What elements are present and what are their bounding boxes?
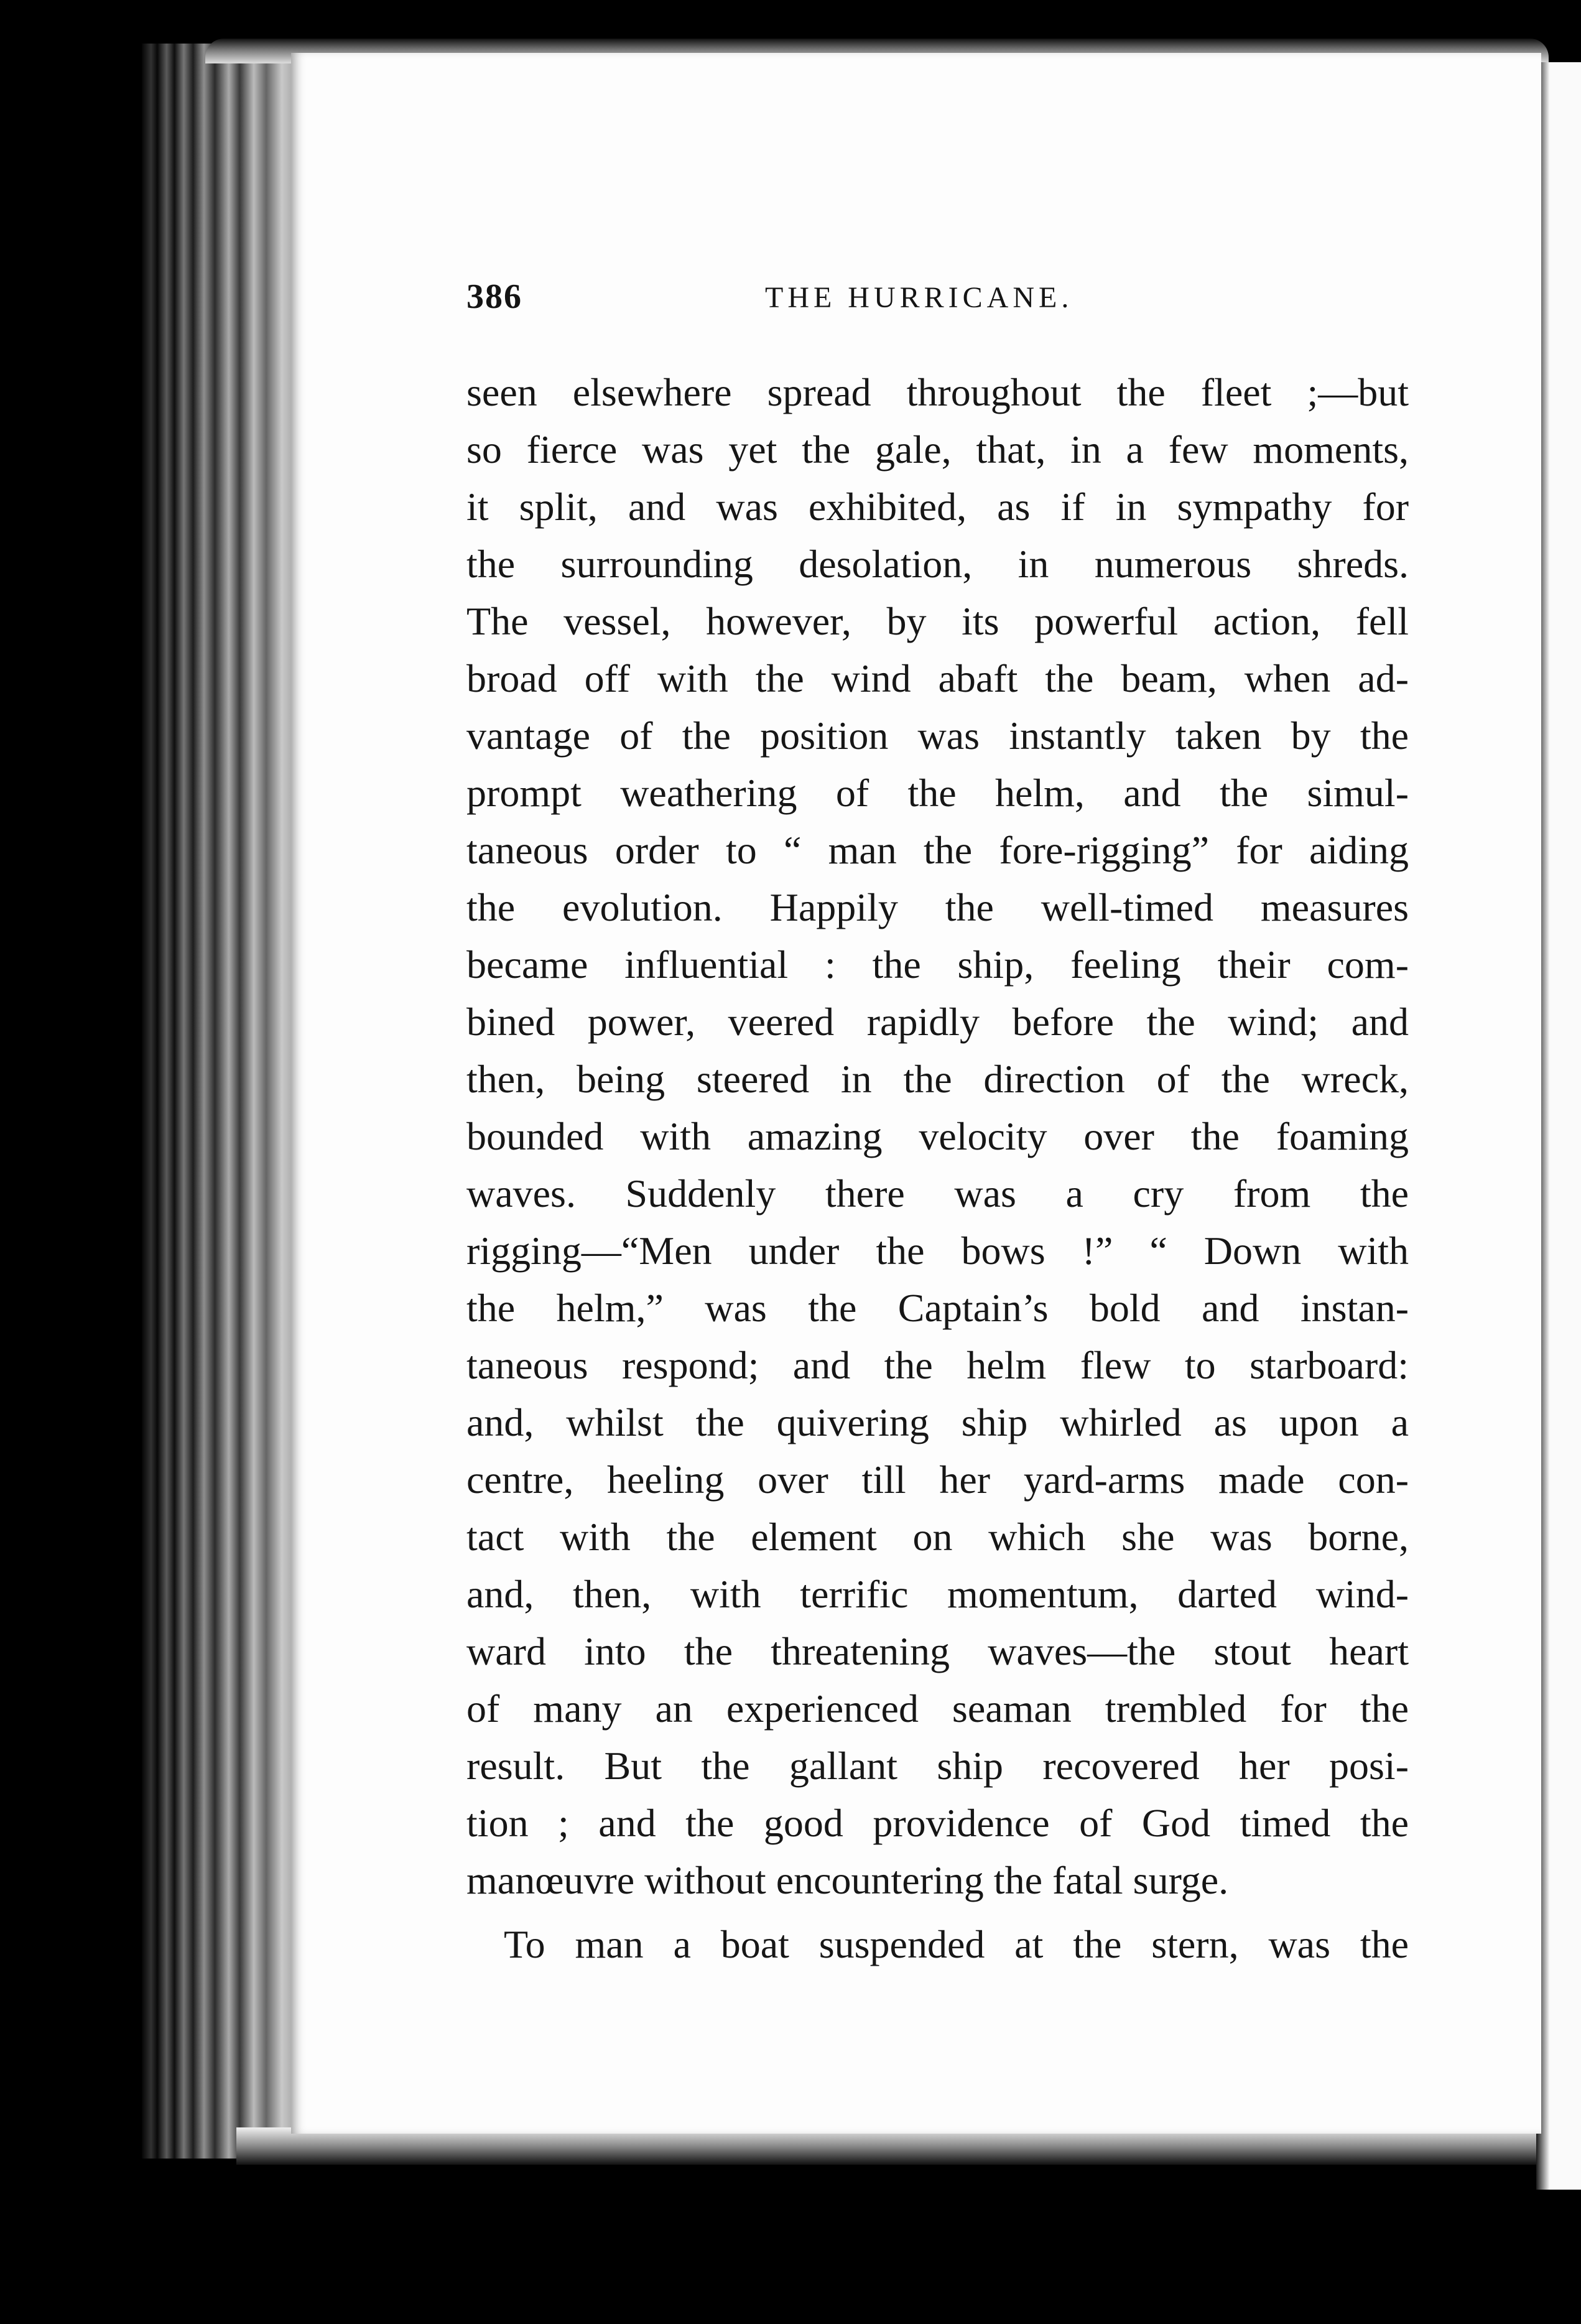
text-line: the surrounding desolation, in numerous shreds.: [466, 542, 1409, 586]
text-line: then, being steered in the direction of the wreck,: [466, 1057, 1409, 1101]
text-line: the helm,” was the Captain’s bold and instan-: [466, 1286, 1409, 1330]
text-line: centre, heeling over till her yard-arms made con-: [466, 1457, 1409, 1502]
page-number: 386: [466, 277, 522, 316]
running-head: [466, 277, 1399, 333]
facing-page-edge: [1536, 62, 1581, 2190]
text-line: prompt weathering of the helm, and the simul-: [466, 771, 1409, 815]
book-fore-edge-left: [142, 44, 297, 2159]
text-line: it split, and was exhibited, as if in sympathy for: [466, 485, 1409, 529]
text-line: ward into the threatening waves—the stout heart: [466, 1629, 1409, 1673]
text-line: taneous respond; and the helm flew to starboard:: [466, 1343, 1409, 1387]
text-line: vantage of the position was instantly taken by the: [466, 713, 1409, 758]
text-line: the evolution. Happily the well-timed measures: [466, 885, 1409, 929]
text-line: and, whilst the quivering ship whirled as upon a: [466, 1400, 1409, 1444]
text-line: of many an experienced seaman trembled for the: [466, 1686, 1409, 1731]
text-line: and, then, with terrific momentum, darted wind-: [466, 1572, 1409, 1616]
text-line: manœuvre without encountering the fatal surge.: [466, 1858, 1229, 1902]
text-line: became influential : the ship, feeling their com-: [466, 942, 1409, 987]
running-title: THE HURRICANE.: [765, 281, 1073, 314]
text-line: The vessel, however, by its powerful action, fell: [466, 599, 1409, 643]
text-line: tion ; and the good providence of God timed the: [466, 1801, 1409, 1845]
text-line: waves. Suddenly there was a cry from the: [466, 1171, 1409, 1215]
text-line: broad off with the wind abaft the beam, when ad-: [466, 656, 1409, 700]
text-line: tact with the element on which she was borne,: [466, 1515, 1409, 1559]
body-text: [466, 364, 1409, 2043]
text-line: so fierce was yet the gale, that, in a few moments,: [466, 427, 1409, 472]
text-line: taneous order to “ man the fore-rigging” for aiding: [466, 828, 1409, 872]
text-line: rigging—“Men under the bows !” “ Down with: [466, 1229, 1409, 1273]
text-line: seen elsewhere spread throughout the fleet ;—but: [466, 370, 1409, 414]
text-line: To man a boat suspended at the stern, was the: [504, 1922, 1409, 1966]
text-line: bined power, veered rapidly before the wind; and: [466, 1000, 1409, 1044]
text-line: bounded with amazing velocity over the foaming: [466, 1114, 1409, 1158]
text-line: result. But the gallant ship recovered her posi-: [466, 1744, 1409, 1788]
